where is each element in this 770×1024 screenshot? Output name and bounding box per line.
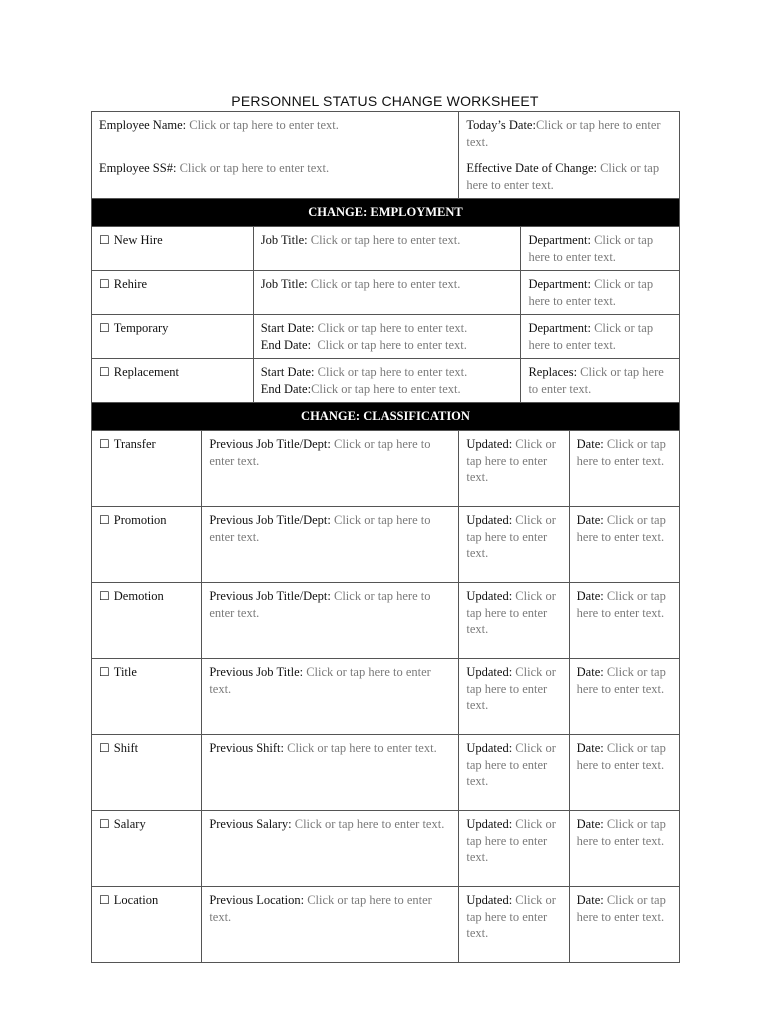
row-label: Promotion [113,513,167,527]
updated-field[interactable] [459,583,569,659]
field-label: Date: [576,513,604,527]
field-placeholder: Click or tap here to enter text. [576,513,666,544]
field-placeholder: Click or tap here to enter text. [466,741,556,788]
date-field[interactable] [569,507,679,583]
field-placeholder: Click or tap here to enter text. [466,893,556,940]
field-label: End Date: [260,337,312,352]
previous-field[interactable] [202,735,459,811]
updated-field[interactable] [459,887,569,963]
replacement-checkbox[interactable] [92,359,254,403]
row-label: Title [113,665,137,679]
field-label: Updated: [466,589,513,603]
title-checkbox[interactable] [92,659,202,735]
updated-field[interactable] [459,659,569,735]
field-label: Updated: [466,817,513,831]
field-label: Previous Location: [209,893,305,907]
employee-name-placeholder: Click or tap here to enter text. [189,118,339,132]
checkbox-icon: ☐ [99,589,110,603]
field-placeholder: Click or tap here to enter text. [528,321,654,352]
checkbox-icon: ☐ [99,321,110,335]
field-label: Previous Job Title/Dept: [209,589,331,603]
employee-ss-placeholder: Click or tap here to enter text. [179,161,330,175]
field-label: Replaces: [528,365,578,379]
field-placeholder: Click or tap here to enter text. [576,893,666,924]
field-placeholder: Click or tap here to enter text. [528,365,664,396]
previous-field[interactable] [202,583,459,659]
field-placeholder: Click or tap here to enter text. [317,321,468,335]
field-placeholder: Click or tap here to enter text. [310,233,461,247]
field-placeholder: Click or tap here to enter text. [294,817,445,831]
checkbox-icon: ☐ [99,233,110,247]
page-title: PERSONNEL STATUS CHANGE WORKSHEET [231,93,539,109]
field-label: End Date: [260,381,312,396]
effective-date-placeholder: Click or tap here to enter text. [466,161,660,192]
field-placeholder: Click or tap here to enter text. [576,817,666,848]
field-label: Previous Job Title/Dept: [209,513,331,527]
employee-name-label: Employee Name: [99,118,187,132]
checkbox-icon: ☐ [99,513,110,527]
employment-header: CHANGE: EMPLOYMENT [92,199,680,227]
field-placeholder: Click or tap here to enter text. [576,741,666,772]
field-placeholder: Click or tap here to enter text. [209,437,431,468]
field-label: Updated: [466,437,513,451]
field-placeholder: Click or tap here to enter text. [310,277,461,291]
field-label: Updated: [466,665,513,679]
previous-field[interactable] [202,659,459,735]
field-label: Department: [528,233,591,247]
worksheet-table [91,111,680,963]
field-label: Start Date: [260,321,315,335]
shift-checkbox[interactable] [92,735,202,811]
row-label: Demotion [113,589,164,603]
demotion-checkbox[interactable] [92,583,202,659]
field-placeholder: Click or tap here to enter text. [317,365,468,379]
field-label: Updated: [466,741,513,755]
transfer-checkbox[interactable] [92,431,202,507]
field-label: Job Title: [260,233,308,247]
field-label: Updated: [466,513,513,527]
checkbox-icon: ☐ [99,665,110,679]
field-placeholder: Click or tap here to enter text. [209,513,431,544]
promotion-checkbox[interactable] [92,507,202,583]
field-placeholder: Click or tap here to enter text. [466,437,556,484]
row-label: Transfer [113,437,156,451]
field-label: Job Title: [260,277,308,291]
start-end-date-field[interactable] [253,315,521,359]
field-placeholder: Click or tap here to enter text. [528,233,654,264]
date-field[interactable] [569,887,679,963]
field-placeholder: Click or tap here to enter text. [466,513,556,560]
field-label: Date: [576,665,604,679]
row-label: Salary [113,817,146,831]
field-label: Previous Job Title/Dept: [209,437,331,451]
effective-date-field[interactable] [459,155,680,199]
row-label: Location [113,893,159,907]
previous-field[interactable] [202,887,459,963]
date-field[interactable] [569,735,679,811]
field-placeholder: Click or tap here to enter text. [311,381,461,396]
field-label: Previous Shift: [209,741,284,755]
field-label: Date: [576,817,604,831]
checkbox-icon: ☐ [99,437,110,451]
classification-header: CHANGE: CLASSIFICATION [92,403,680,431]
location-checkbox[interactable] [92,887,202,963]
row-label: Rehire [113,277,148,291]
checkbox-icon: ☐ [99,817,110,831]
field-placeholder: Click or tap here to enter text. [317,337,467,352]
updated-field[interactable] [459,735,569,811]
employee-name-field[interactable] [92,112,459,156]
checkbox-icon: ☐ [99,741,110,755]
previous-field[interactable] [202,431,459,507]
updated-field[interactable] [459,507,569,583]
field-label: Start Date: [260,365,315,379]
row-label: Replacement [113,365,180,379]
field-placeholder: Click or tap here to enter text. [466,817,556,864]
field-label: Date: [576,893,604,907]
field-label: Department: [528,321,591,335]
date-field[interactable] [569,431,679,507]
field-placeholder: Click or tap here to enter text. [466,665,556,712]
new-hire-checkbox[interactable] [92,227,254,271]
field-placeholder: Click or tap here to enter text. [576,589,666,620]
job-title-field[interactable] [253,227,521,271]
checkbox-icon: ☐ [99,893,110,907]
date-field[interactable] [569,811,679,887]
todays-date-placeholder: Click or tap here to enter text. [466,118,661,149]
field-placeholder: Click or tap here to enter text. [287,741,437,755]
date-field[interactable] [569,659,679,735]
updated-field[interactable] [459,431,569,507]
effective-date-label: Effective Date of Change: [466,161,597,175]
field-label: Previous Job Title: [209,665,304,679]
previous-field[interactable] [202,507,459,583]
row-label: Shift [113,741,139,755]
employee-ss-field[interactable] [92,155,459,199]
field-label: Date: [576,741,604,755]
field-placeholder: Click or tap here to enter text. [209,893,432,924]
replaces-field[interactable] [521,359,680,403]
start-end-date-field[interactable] [253,359,521,403]
todays-date-field[interactable] [459,112,680,156]
field-label: Department: [528,277,591,291]
field-placeholder: Click or tap here to enter text. [576,437,666,468]
job-title-field[interactable] [253,271,521,315]
field-label: Date: [576,437,604,451]
date-field[interactable] [569,583,679,659]
field-placeholder: Click or tap here to enter text. [209,589,431,620]
field-label: Previous Salary: [209,817,292,831]
field-label: Updated: [466,893,513,907]
checkbox-icon: ☐ [99,277,110,291]
field-placeholder: Click or tap here to enter text. [209,665,431,696]
field-placeholder: Click or tap here to enter text. [528,277,654,308]
field-placeholder: Click or tap here to enter text. [466,589,556,636]
department-field[interactable] [521,315,680,359]
department-field[interactable] [521,271,680,315]
field-label: Date: [576,589,604,603]
checkbox-icon: ☐ [99,365,110,379]
field-placeholder: Click or tap here to enter text. [576,665,666,696]
row-label: New Hire [113,233,163,247]
updated-field[interactable] [459,811,569,887]
temporary-checkbox[interactable] [92,315,254,359]
salary-checkbox[interactable] [92,811,202,887]
todays-date-label: Today’s Date: [466,118,536,132]
row-label: Temporary [113,321,169,335]
rehire-checkbox[interactable] [92,271,254,315]
previous-field[interactable] [202,811,459,887]
employee-ss-label: Employee SS#: [99,161,177,175]
department-field[interactable] [521,227,680,271]
